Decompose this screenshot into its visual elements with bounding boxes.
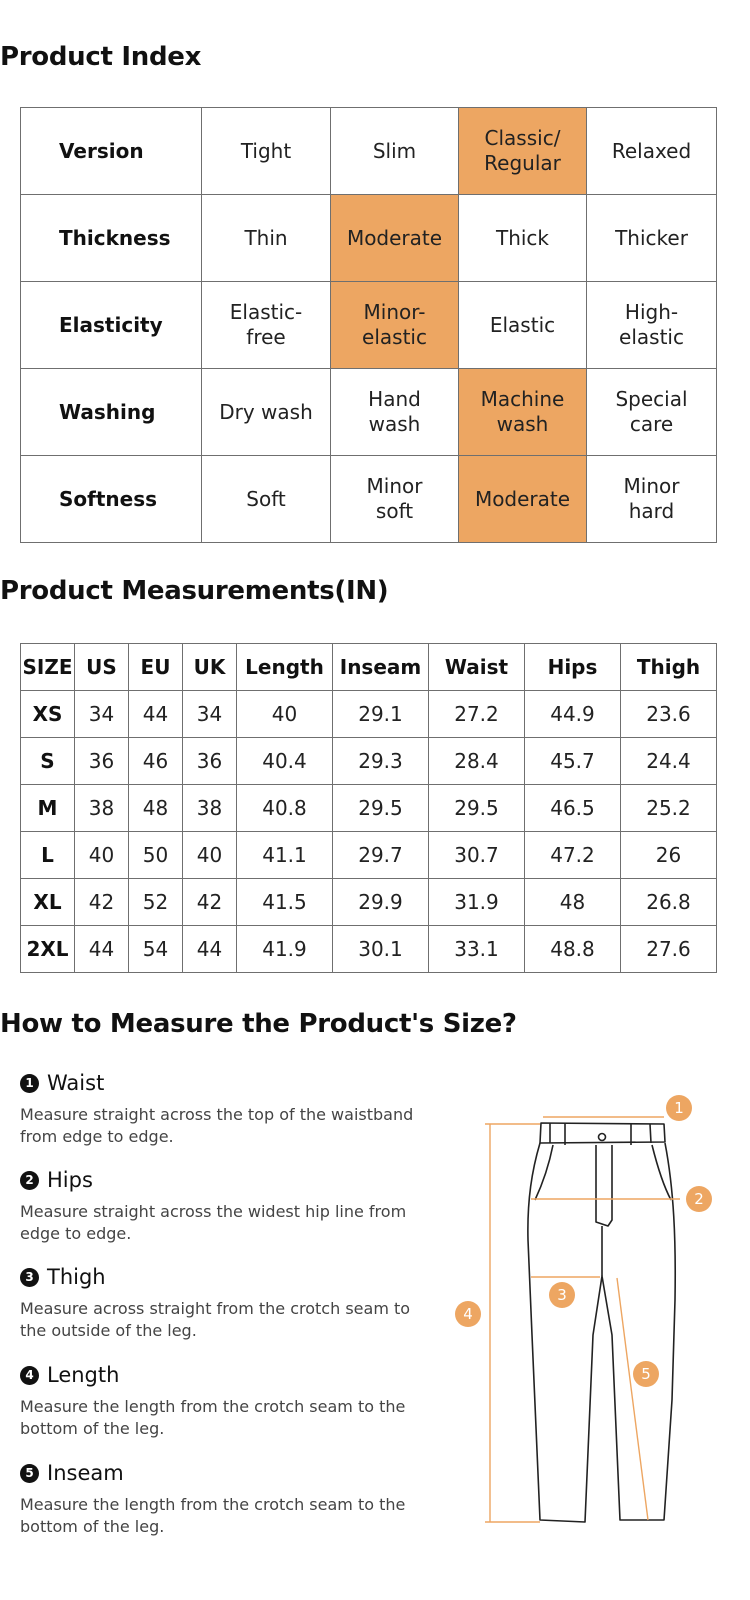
product-index-table bbox=[20, 107, 717, 543]
table-cell: 28.4 bbox=[429, 738, 525, 785]
measure-item-heading bbox=[20, 1362, 450, 1388]
table-cell: 42 bbox=[183, 879, 237, 926]
measure-item-name: Waist bbox=[47, 1071, 105, 1095]
table-cell: 29.5 bbox=[429, 785, 525, 832]
measure-item-name: Length bbox=[47, 1363, 120, 1387]
table-cell: 36 bbox=[183, 738, 237, 785]
table-cell: 25.2 bbox=[621, 785, 717, 832]
table-cell: 34 bbox=[75, 691, 129, 738]
table-cell: 48.8 bbox=[525, 926, 621, 973]
measurements-table bbox=[20, 643, 717, 973]
index-cell: Thicker bbox=[587, 195, 717, 282]
index-cell: Elastic- free bbox=[202, 282, 331, 369]
measure-item-heading bbox=[20, 1167, 450, 1193]
table-cell: 52 bbox=[129, 879, 183, 926]
marker-5-label: 5 bbox=[641, 1365, 651, 1383]
table-cell: 38 bbox=[75, 785, 129, 832]
index-row-softness bbox=[21, 456, 717, 543]
table-cell: 27.2 bbox=[429, 691, 525, 738]
table-cell: 29.9 bbox=[333, 879, 429, 926]
measure-item-length bbox=[20, 1362, 450, 1440]
table-cell: 40 bbox=[183, 832, 237, 879]
table-cell: 50 bbox=[129, 832, 183, 879]
index-row-label: Washing bbox=[21, 369, 202, 456]
table-cell: 26.8 bbox=[621, 879, 717, 926]
table-cell: 54 bbox=[129, 926, 183, 973]
table-row bbox=[21, 691, 717, 738]
size-label: XL bbox=[21, 879, 75, 926]
table-cell: 24.4 bbox=[621, 738, 717, 785]
size-label: 2XL bbox=[21, 926, 75, 973]
index-cell: Minor soft bbox=[331, 456, 459, 543]
table-cell: 33.1 bbox=[429, 926, 525, 973]
table-cell: 29.5 bbox=[333, 785, 429, 832]
marker-2-label: 2 bbox=[694, 1190, 704, 1208]
measure-item-heading bbox=[20, 1070, 450, 1096]
index-cell: Soft bbox=[202, 456, 331, 543]
table-cell: 48 bbox=[129, 785, 183, 832]
measure-item-description: Measure the length from the crotch seam to the bottom of the leg. bbox=[20, 1397, 406, 1438]
measure-item-description: Measure the length from the crotch seam to the bottom of the leg. bbox=[20, 1495, 406, 1536]
measurement-guides bbox=[485, 1117, 680, 1522]
table-cell: 30.1 bbox=[333, 926, 429, 973]
measure-item-thigh bbox=[20, 1264, 450, 1342]
measurements-title: Product Measurements(IN) bbox=[0, 576, 389, 606]
table-cell: 47.2 bbox=[525, 832, 621, 879]
measure-item-hips bbox=[20, 1167, 450, 1245]
column-header-uk: UK bbox=[183, 644, 237, 691]
table-cell: 48 bbox=[525, 879, 621, 926]
index-cell: Tight bbox=[202, 108, 331, 195]
table-cell: 44 bbox=[183, 926, 237, 973]
table-cell: 41.9 bbox=[237, 926, 333, 973]
table-cell: 29.7 bbox=[333, 832, 429, 879]
table-cell: 42 bbox=[75, 879, 129, 926]
table-row bbox=[21, 738, 717, 785]
measure-item-name: Inseam bbox=[47, 1461, 124, 1485]
size-label: M bbox=[21, 785, 75, 832]
index-row-label: Thickness bbox=[21, 195, 202, 282]
pants-measurement-diagram bbox=[440, 1080, 730, 1540]
column-header-size: SIZE bbox=[21, 644, 75, 691]
table-cell: 41.1 bbox=[237, 832, 333, 879]
table-row bbox=[21, 926, 717, 973]
measure-item-heading bbox=[20, 1460, 450, 1486]
table-cell: 30.7 bbox=[429, 832, 525, 879]
measure-item-inseam bbox=[20, 1460, 450, 1538]
index-cell-selected: Moderate bbox=[331, 195, 459, 282]
marker-1-label: 1 bbox=[674, 1099, 684, 1117]
index-cell-selected: Classic/ Regular bbox=[459, 108, 587, 195]
table-cell: 38 bbox=[183, 785, 237, 832]
measure-item-name: Thigh bbox=[47, 1265, 106, 1289]
table-cell: 44 bbox=[75, 926, 129, 973]
column-header-us: US bbox=[75, 644, 129, 691]
measure-item-description: Measure straight across the widest hip line from edge to edge. bbox=[20, 1202, 407, 1243]
table-cell: 40.8 bbox=[237, 785, 333, 832]
table-cell: 36 bbox=[75, 738, 129, 785]
number-badge-icon: 4 bbox=[20, 1366, 39, 1385]
marker-3-label: 3 bbox=[557, 1286, 567, 1304]
index-cell-selected: Moderate bbox=[459, 456, 587, 543]
measure-item-waist bbox=[20, 1070, 450, 1148]
number-badge-icon: 5 bbox=[20, 1464, 39, 1483]
table-cell: 41.5 bbox=[237, 879, 333, 926]
table-cell: 44.9 bbox=[525, 691, 621, 738]
how-to-measure-title: How to Measure the Product's Size? bbox=[0, 1009, 517, 1039]
column-header-inseam: Inseam bbox=[333, 644, 429, 691]
index-cell: High- elastic bbox=[587, 282, 717, 369]
table-row bbox=[21, 832, 717, 879]
index-row-label: Softness bbox=[21, 456, 202, 543]
product-index-title: Product Index bbox=[0, 42, 202, 72]
number-badge-icon: 1 bbox=[20, 1074, 39, 1093]
index-cell: Hand wash bbox=[331, 369, 459, 456]
table-row bbox=[21, 785, 717, 832]
table-cell: 27.6 bbox=[621, 926, 717, 973]
table-cell: 31.9 bbox=[429, 879, 525, 926]
measure-item-description: Measure across straight from the crotch seam to the outside of the leg. bbox=[20, 1299, 411, 1340]
measure-item-description: Measure straight across the top of the waistband from edge to edge. bbox=[20, 1105, 414, 1146]
index-cell: Thin bbox=[202, 195, 331, 282]
table-row bbox=[21, 879, 717, 926]
index-cell: Minor hard bbox=[587, 456, 717, 543]
index-cell: Thick bbox=[459, 195, 587, 282]
table-cell: 34 bbox=[183, 691, 237, 738]
table-cell: 40.4 bbox=[237, 738, 333, 785]
table-cell: 23.6 bbox=[621, 691, 717, 738]
table-cell: 29.1 bbox=[333, 691, 429, 738]
index-row-thickness bbox=[21, 195, 717, 282]
index-cell: Relaxed bbox=[587, 108, 717, 195]
index-row-label: Elasticity bbox=[21, 282, 202, 369]
table-cell: 44 bbox=[129, 691, 183, 738]
marker-4-label: 4 bbox=[463, 1305, 473, 1323]
table-cell: 45.7 bbox=[525, 738, 621, 785]
table-cell: 26 bbox=[621, 832, 717, 879]
column-header-waist: Waist bbox=[429, 644, 525, 691]
index-row-washing bbox=[21, 369, 717, 456]
index-cell-selected: Machine wash bbox=[459, 369, 587, 456]
measure-item-name: Hips bbox=[47, 1168, 93, 1192]
column-header-hips: Hips bbox=[525, 644, 621, 691]
number-badge-icon: 3 bbox=[20, 1268, 39, 1287]
number-badge-icon: 2 bbox=[20, 1171, 39, 1190]
table-cell: 40 bbox=[237, 691, 333, 738]
index-row-label: Version bbox=[21, 108, 202, 195]
index-cell: Dry wash bbox=[202, 369, 331, 456]
index-row-elasticity bbox=[21, 282, 717, 369]
measurements-header-row bbox=[21, 644, 717, 691]
table-cell: 29.3 bbox=[333, 738, 429, 785]
table-cell: 46 bbox=[129, 738, 183, 785]
pants-outline bbox=[528, 1123, 675, 1522]
measure-item-heading bbox=[20, 1264, 450, 1290]
column-header-thigh: Thigh bbox=[621, 644, 717, 691]
index-cell: Slim bbox=[331, 108, 459, 195]
size-label: L bbox=[21, 832, 75, 879]
index-cell: Special care bbox=[587, 369, 717, 456]
index-cell: Elastic bbox=[459, 282, 587, 369]
column-header-eu: EU bbox=[129, 644, 183, 691]
table-cell: 46.5 bbox=[525, 785, 621, 832]
size-label: S bbox=[21, 738, 75, 785]
size-label: XS bbox=[21, 691, 75, 738]
table-cell: 40 bbox=[75, 832, 129, 879]
index-row-version bbox=[21, 108, 717, 195]
index-cell-selected: Minor- elastic bbox=[331, 282, 459, 369]
column-header-length: Length bbox=[237, 644, 333, 691]
